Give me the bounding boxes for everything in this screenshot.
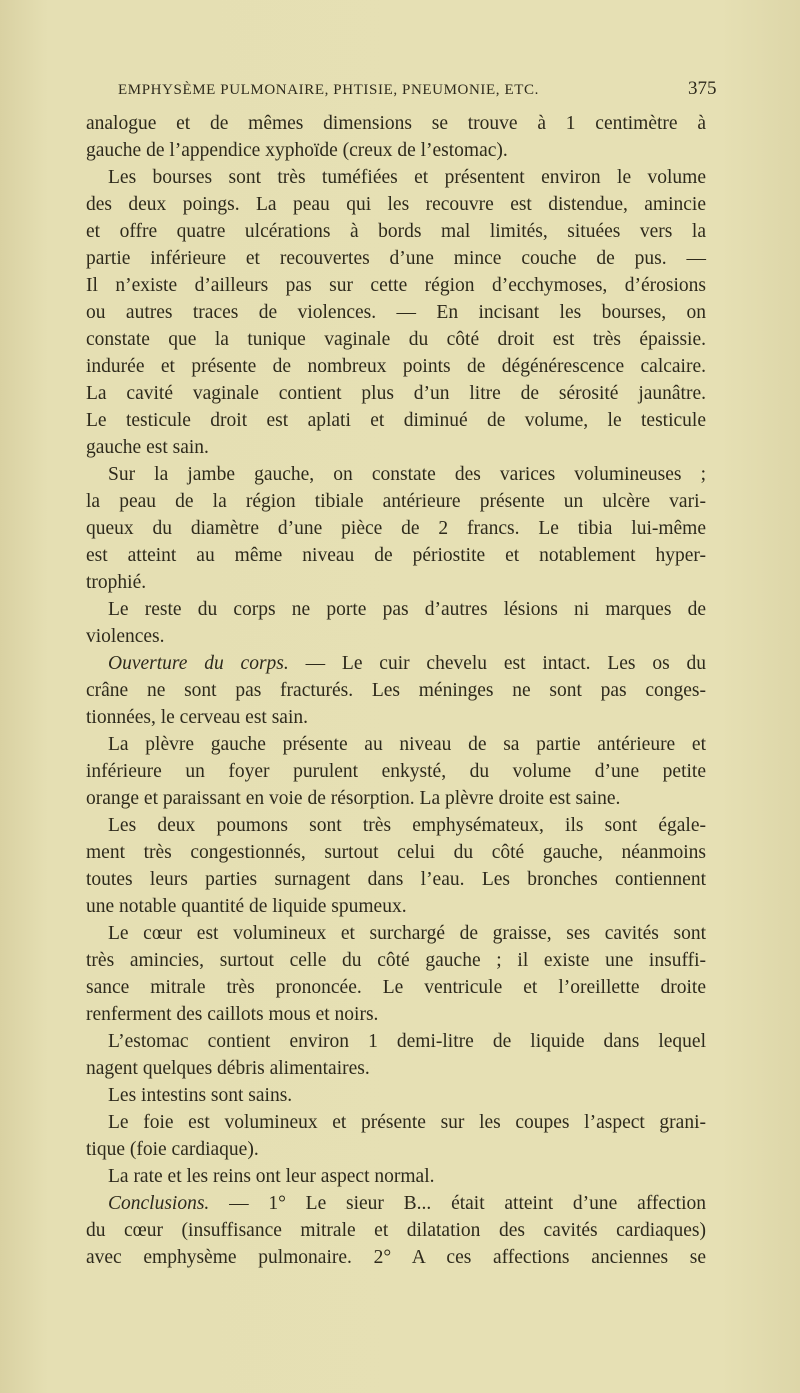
- text-line: [86, 272, 706, 299]
- text-line: [86, 893, 706, 920]
- line-text: ou autres traces de violences. — En incisant les bourses, on: [86, 302, 706, 323]
- line-text: Sur la jambe gauche, on constate des varices volumineuses ;: [108, 464, 706, 485]
- text-line: [86, 974, 706, 1001]
- line-text: violences.: [86, 626, 165, 647]
- text-line: [86, 704, 706, 731]
- text-line: [86, 1217, 706, 1244]
- line-text: est atteint au même niveau de périostite et notablement hyper-: [86, 545, 706, 566]
- text-line: [86, 623, 706, 650]
- line-text: trophié.: [86, 572, 147, 593]
- line-text: queux du diamètre d’une pièce de 2 francs. Le tibia lui-même: [86, 518, 706, 539]
- line-text: des deux poings. La peau qui les recouvre est distendue, amincie: [86, 194, 706, 215]
- line-text: inférieure un foyer purulent enkysté, du volume d’une petite: [86, 761, 706, 782]
- line-text: gauche est sain.: [86, 437, 209, 458]
- text-line: [86, 407, 706, 434]
- line-text: sance mitrale très prononcée. Le ventricule et l’oreillette droite: [86, 977, 706, 998]
- text-line: [86, 515, 706, 542]
- text-line: [86, 920, 706, 947]
- line-text: indurée et présente de nombreux points de dégénérescence calcaire.: [86, 356, 706, 377]
- text-line: [86, 461, 706, 488]
- italic-heading: Conclusions.: [108, 1193, 210, 1214]
- text-line: [86, 380, 706, 407]
- text-line: [86, 596, 706, 623]
- text-line: [86, 542, 706, 569]
- line-text: constate que la tunique vaginale du côté droit est très épaissie.: [86, 329, 706, 350]
- line-text: toutes leurs parties surnagent dans l’eau. Les bronches contiennent: [86, 869, 706, 890]
- text-line: [86, 650, 706, 677]
- line-text: du cœur (insuffisance mitrale et dilatation des cavités cardiaques): [86, 1220, 706, 1241]
- line-text: orange et paraissant en voie de résorption. La plèvre droite est saine.: [86, 788, 621, 809]
- line-text: la peau de la région tibiale antérieure présente un ulcère vari-: [86, 491, 706, 512]
- line-text: Les deux poumons sont très emphysémateux, ils sont égale-: [108, 815, 706, 836]
- line-text: renferment des caillots mous et noirs.: [86, 1004, 379, 1025]
- line-text: gauche de l’appendice xyphoïde (creux de l’estomac).: [86, 140, 508, 161]
- italic-heading: Ouverture du corps.: [108, 653, 289, 674]
- text-line: [86, 1136, 706, 1163]
- text-line: [86, 326, 706, 353]
- line-text: tionnées, le cerveau est sain.: [86, 707, 308, 728]
- text-line: [86, 164, 706, 191]
- text-line: [86, 785, 706, 812]
- text-line: [86, 488, 706, 515]
- line-text: Le cœur est volumineux et surchargé de graisse, ses cavités sont: [108, 923, 706, 944]
- line-text: La cavité vaginale contient plus d’un litre de sérosité jaunâtre.: [86, 383, 706, 404]
- line-text: La rate et les reins ont leur aspect normal.: [108, 1166, 435, 1187]
- line-text: L’estomac contient environ 1 demi-litre de liquide dans lequel: [108, 1031, 706, 1052]
- line-text: ment très congestionnés, surtout celui du côté gauche, néanmoins: [86, 842, 706, 863]
- text-line: [86, 191, 706, 218]
- line-text: une notable quantité de liquide spumeux.: [86, 896, 407, 917]
- line-text: Les intestins sont sains.: [108, 1085, 293, 1106]
- text-line: [86, 1163, 706, 1190]
- line-text: et offre quatre ulcérations à bords mal limités, situées vers la: [86, 221, 706, 242]
- line-text: Le testicule droit est aplati et diminué de volume, le testicule: [86, 410, 706, 431]
- text-line: [86, 839, 706, 866]
- text-line: [86, 677, 706, 704]
- text-line: [86, 299, 706, 326]
- text-line: [86, 812, 706, 839]
- line-text: — 1° Le sieur B... était atteint d’une affection: [209, 1193, 706, 1214]
- text-line: [86, 110, 706, 137]
- line-text: avec emphysème pulmonaire. 2° A ces affections anciennes se: [86, 1247, 706, 1268]
- page-body-text: [86, 110, 706, 1271]
- line-text: Le reste du corps ne porte pas d’autres lésions ni marques de: [108, 599, 706, 620]
- line-text: — Le cuir chevelu est intact. Les os du: [288, 653, 706, 674]
- line-text: partie inférieure et recouvertes d’une mince couche de pus. —: [86, 248, 706, 269]
- text-line: [86, 758, 706, 785]
- text-line: [86, 569, 706, 596]
- line-text: nagent quelques débris alimentaires.: [86, 1058, 370, 1079]
- text-line: [86, 1055, 706, 1082]
- line-text: analogue et de mêmes dimensions se trouve à 1 centimètre à: [86, 113, 706, 134]
- text-line: [86, 866, 706, 893]
- text-line: [86, 731, 706, 758]
- line-text: Le foie est volumineux et présente sur les coupes l’aspect grani-: [108, 1112, 706, 1133]
- text-line: [86, 1109, 706, 1136]
- line-text: crâne ne sont pas fracturés. Les méninges ne sont pas conges-: [86, 680, 706, 701]
- text-line: [86, 137, 706, 164]
- line-text: tique (foie cardiaque).: [86, 1139, 259, 1160]
- line-text: très amincies, surtout celle du côté gauche ; il existe une insuffi-: [86, 950, 706, 971]
- text-line: [86, 245, 706, 272]
- text-line: [86, 1082, 706, 1109]
- line-text: Les bourses sont très tuméfiées et présentent environ le volume: [108, 167, 706, 188]
- text-line: [86, 1244, 706, 1271]
- text-line: [86, 947, 706, 974]
- text-line: [86, 218, 706, 245]
- running-title: EMPHYSÈME PULMONAIRE, PHTISIE, PNEUMONIE, ETC.: [118, 82, 539, 98]
- line-text: Il n’existe d’ailleurs pas sur cette région d’ecchymoses, d’érosions: [86, 275, 706, 296]
- text-line: [86, 1001, 706, 1028]
- text-line: [86, 1190, 706, 1217]
- text-line: [86, 434, 706, 461]
- line-text: La plèvre gauche présente au niveau de sa partie antérieure et: [108, 734, 706, 755]
- page-number: 375: [688, 78, 717, 99]
- text-line: [86, 353, 706, 380]
- text-line: [86, 1028, 706, 1055]
